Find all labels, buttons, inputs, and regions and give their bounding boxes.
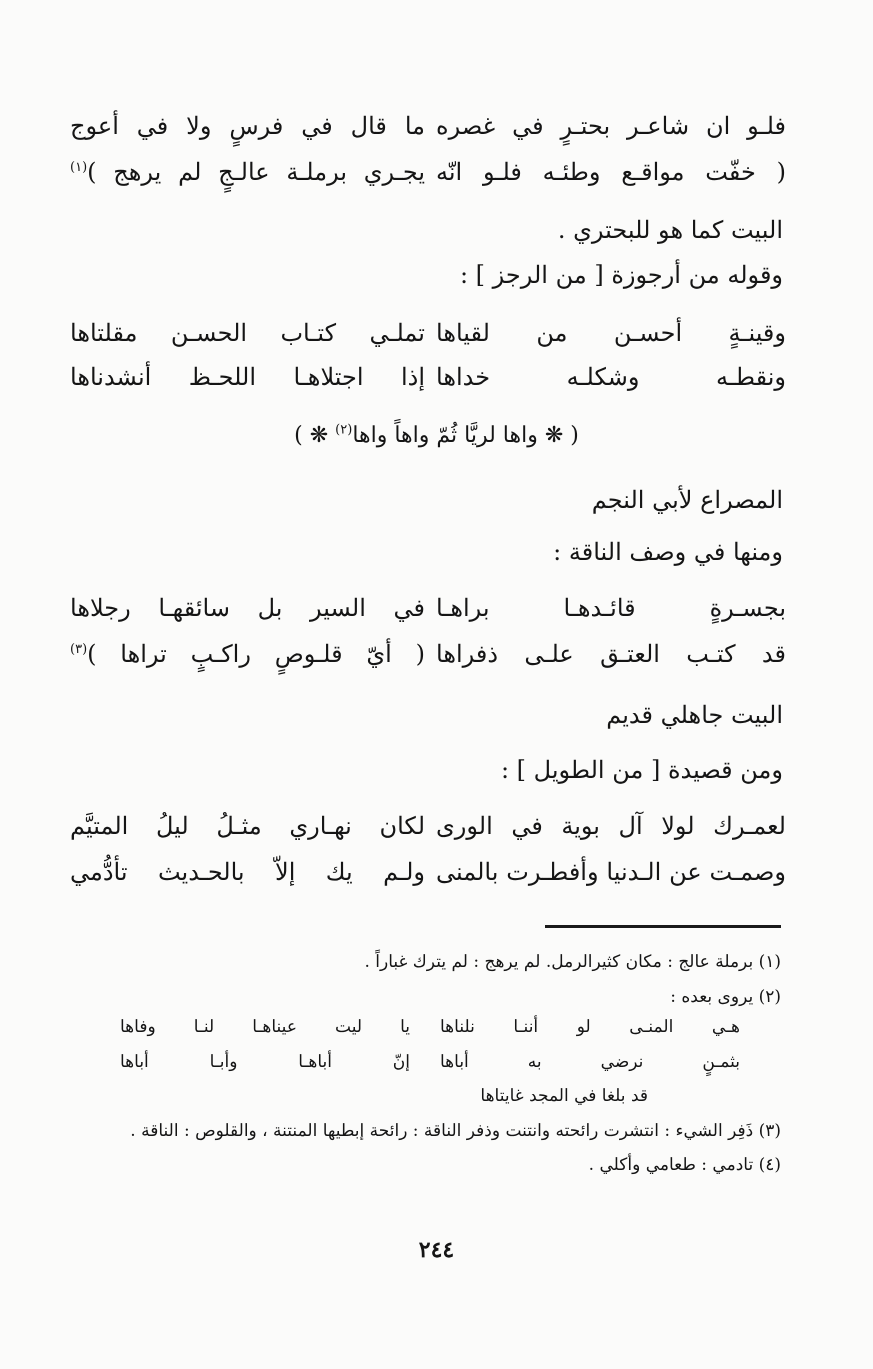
footnote-marker: (٢) [335,422,353,438]
hemistich-right: وقينـةٍ أحسـن من لقياها [436,319,786,347]
hemistich-left: تملـي كتـاب الحسـن مقلتاها [70,319,425,347]
hemistich-left: يا ليت عيناهـا لنـا وفاها [120,1017,410,1037]
hemistich-left: لكان نهـاري مثـلُ ليلُ المتيَّم [70,812,425,840]
prose-line: المصراع لأبي النجم [591,486,783,514]
prose-line: وقوله من أرجوزة [ من الرجز ] : [459,261,783,289]
prose-line: البيت جاهلي قديم [606,701,783,729]
hemistich-right: لعمـرك لولا آل بوية في الورى [436,812,786,840]
footnote-3: (٣) ذَفِر الشيء : انتشرت رائحته وانتنت وذفر الناقة : رائحة إبطيها المنتنة ، والقلوص : الناقة . [130,1121,781,1141]
hemistich-right: فلـو ان شاعـر بحتـرٍ في غصره [436,112,786,140]
footnote-4: (٤) تادمي : طعامي وأكلي . [588,1155,781,1175]
footnote-marker: (٣) [70,642,88,657]
poem3-line2 [70,634,786,674]
hemistich-left: إذا اجتلاهـا اللحـظ أنشدناها [70,363,425,391]
hemistich-right: ( خفّت مواقـع وطئـه فلـو انّه [436,158,786,186]
page-number: ٢٤٤ [418,1237,455,1263]
poem4-line1 [70,806,786,846]
footnote-2: (٢) يروى بعده : [670,987,781,1007]
verse-text: يجـري برملـة عالـجٍ لم يرهج ) [87,158,425,186]
poem3-line1 [70,588,786,628]
poem1-line2 [70,152,786,192]
hemistich-right: هـي المنـى لو أننـا نلناها [440,1017,740,1037]
hemistich-left [70,634,425,674]
verse-text: ( ❋ واها لريَّا ثُمّ واهاً واها [352,423,579,448]
prose-line: ومن قصيدة [ من الطويل ] : [500,756,783,784]
hemistich-right: ونقطـه وشكلـه خداها [436,363,786,391]
footnote-marker: (١) [70,160,88,175]
footnote-2-verse-line3: قد بلغا في المجد غايتاها [480,1086,648,1106]
verse-text: ( أيّ قلـوصٍ راكـبٍ تراها ) [87,640,425,668]
poem1-line1 [70,106,786,146]
footnote-2-verse-line1 [120,1012,740,1042]
hemistich-left: في السير بل سائقهـا رجلاها [70,594,425,622]
poem2-line1 [70,313,786,353]
footnote-1: (١) برملة عالج : مكان كثيرالرمل. لم يرهج : لم يترك غباراً . [364,952,781,972]
poem2-line2 [70,357,786,397]
hemistich-right: قد كتـب العتـق علـى ذفراها [436,640,786,668]
centered-verse [0,416,873,456]
poem4-line2 [70,852,786,892]
hemistich-right: وصمـت عن الـدنيا وأفطـرت بالمنى [436,858,786,886]
verse-end: ❋ ) [294,423,336,448]
hemistich-right: بجسـرةٍ قائـدهـا براهـا [436,594,786,622]
prose-line: ومنها في وصف الناقة : [553,538,783,566]
hemistich-left: إنّ أباهـا وأبـا أباها [120,1052,410,1072]
hemistich-left [70,152,425,192]
footnote-2-verse-line2 [120,1047,740,1077]
prose-line: البيت كما هو للبحتري . [557,216,783,244]
hemistich-right: بثمـنٍ نرضي به أباها [440,1052,740,1072]
footnote-separator [545,925,781,928]
hemistich-left: ما قال في فرسٍ ولا في أعوج [70,112,425,140]
hemistich-left: ولـم يك إلاّ بالحـديث تأدُّمي [70,858,425,886]
